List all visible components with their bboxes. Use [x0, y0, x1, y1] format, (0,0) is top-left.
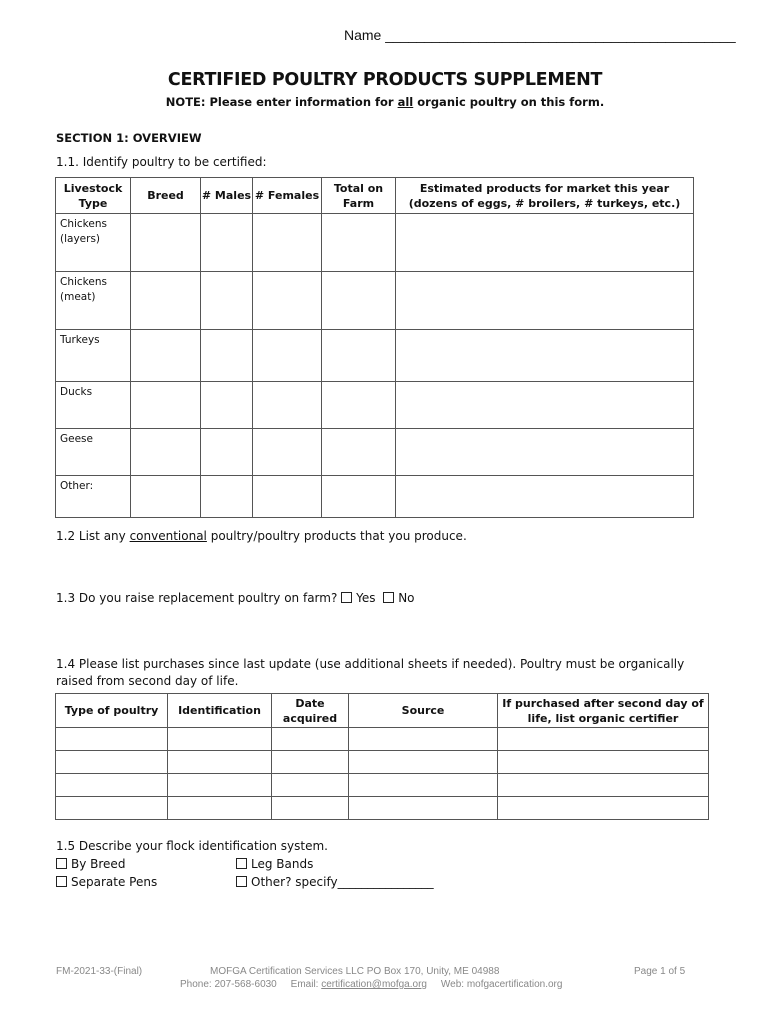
- option-separate-pens[interactable]: Separate Pens: [56, 875, 157, 889]
- org-address: MOFGA Certification Services LLC PO Box 170, Unity, ME 04988: [210, 966, 500, 977]
- row-label: Ducks: [56, 382, 131, 429]
- table-row: [56, 382, 694, 429]
- row-label: Chickens (layers): [56, 214, 131, 272]
- question-1-3: 1.3 Do you raise replacement poultry on farm? Yes No: [56, 591, 415, 605]
- cell-input[interactable]: [349, 797, 498, 820]
- cell-input[interactable]: [56, 728, 168, 751]
- cell-input[interactable]: [253, 214, 322, 272]
- question-1-5: 1.5 Describe your flock identification system.: [56, 839, 328, 853]
- cell-input[interactable]: [396, 272, 694, 330]
- table-row: [56, 774, 709, 797]
- table-row: [56, 214, 694, 272]
- question-1-4: 1.4 Please list purchases since last update (use additional sheets if needed). Poultry must be organically raised from second day of life.: [56, 657, 685, 688]
- col-organic-certifier: If purchased after second day of life, list organic certifier: [498, 694, 709, 728]
- cell-input[interactable]: [396, 214, 694, 272]
- table-row: [56, 429, 694, 476]
- section-heading: SECTION 1: OVERVIEW: [56, 131, 202, 145]
- table-row: [56, 330, 694, 382]
- name-blank[interactable]: _____________________________________________: [385, 27, 736, 43]
- page-title: CERTIFIED POULTRY PRODUCTS SUPPLEMENT: [167, 70, 603, 90]
- table-row: [56, 476, 694, 518]
- cell-input[interactable]: [253, 429, 322, 476]
- name-label: Name: [344, 27, 382, 43]
- cell-input[interactable]: [168, 751, 272, 774]
- question-1-2: 1.2 List any conventional poultry/poultry products that you produce.: [56, 529, 467, 543]
- cell-input[interactable]: [131, 330, 201, 382]
- cell-input[interactable]: [56, 797, 168, 820]
- row-label: Other:: [56, 476, 131, 518]
- cell-input[interactable]: [396, 476, 694, 518]
- col-identification: Identification: [168, 694, 272, 728]
- col-type-of-poultry: Type of poultry: [56, 694, 168, 728]
- cell-input[interactable]: [56, 774, 168, 797]
- cell-input[interactable]: [253, 272, 322, 330]
- cell-input[interactable]: [168, 774, 272, 797]
- cell-input[interactable]: [349, 751, 498, 774]
- email-link[interactable]: certification@mofga.org: [321, 979, 427, 990]
- col-males: # Males: [201, 178, 253, 214]
- cell-input[interactable]: [272, 751, 349, 774]
- cell-input[interactable]: [131, 476, 201, 518]
- row-label: Chickens (meat): [56, 272, 131, 330]
- cell-input[interactable]: [349, 728, 498, 751]
- cell-input[interactable]: [168, 797, 272, 820]
- separate-pens-checkbox[interactable]: [56, 876, 67, 887]
- cell-input[interactable]: [201, 272, 253, 330]
- option-leg-bands[interactable]: Leg Bands: [236, 857, 313, 871]
- cell-input[interactable]: [396, 382, 694, 429]
- cell-input[interactable]: [131, 429, 201, 476]
- form-note: NOTE: Please enter information for all organic poultry on this form.: [165, 95, 605, 109]
- col-females: # Females: [253, 178, 322, 214]
- cell-input[interactable]: [253, 476, 322, 518]
- purchases-table: [55, 693, 709, 820]
- option-other[interactable]: Other? specify________________: [236, 875, 434, 889]
- cell-input[interactable]: [56, 751, 168, 774]
- col-livestock-type: Livestock Type: [56, 178, 131, 214]
- yes-label: Yes: [356, 591, 376, 605]
- cell-input[interactable]: [322, 382, 396, 429]
- poultry-table: [55, 177, 694, 518]
- by-breed-checkbox[interactable]: [56, 858, 67, 869]
- col-estimated-products: Estimated products for market this year (dozens of eggs, # broilers, # turkeys, etc.): [396, 178, 694, 214]
- cell-input[interactable]: [131, 214, 201, 272]
- row-label: Geese: [56, 429, 131, 476]
- leg-bands-checkbox[interactable]: [236, 858, 247, 869]
- table-row: [56, 797, 709, 820]
- option-by-breed[interactable]: By Breed: [56, 857, 125, 871]
- cell-input[interactable]: [201, 382, 253, 429]
- cell-input[interactable]: [396, 330, 694, 382]
- cell-input[interactable]: [498, 797, 709, 820]
- cell-input[interactable]: [131, 382, 201, 429]
- cell-input[interactable]: [253, 382, 322, 429]
- col-total: Total on Farm: [322, 178, 396, 214]
- cell-input[interactable]: [498, 728, 709, 751]
- cell-input[interactable]: [322, 330, 396, 382]
- name-field[interactable]: [344, 27, 736, 43]
- table-row: [56, 751, 709, 774]
- row-label: Turkeys: [56, 330, 131, 382]
- cell-input[interactable]: [201, 429, 253, 476]
- cell-input[interactable]: [201, 476, 253, 518]
- cell-input[interactable]: [396, 429, 694, 476]
- col-date-acquired: Date acquired: [272, 694, 349, 728]
- cell-input[interactable]: [498, 751, 709, 774]
- cell-input[interactable]: [322, 429, 396, 476]
- col-source: Source: [349, 694, 498, 728]
- cell-input[interactable]: [322, 476, 396, 518]
- cell-input[interactable]: [498, 774, 709, 797]
- table-row: [56, 728, 709, 751]
- cell-input[interactable]: [322, 272, 396, 330]
- cell-input[interactable]: [322, 214, 396, 272]
- table-row: [56, 272, 694, 330]
- cell-input[interactable]: [272, 774, 349, 797]
- yes-checkbox[interactable]: [341, 592, 352, 603]
- contact-info: Phone: 207-568-6030 Email: certification@mofga.org Web: mofgacertification.org: [180, 979, 563, 990]
- cell-input[interactable]: [272, 728, 349, 751]
- cell-input[interactable]: [349, 774, 498, 797]
- cell-input[interactable]: [272, 797, 349, 820]
- cell-input[interactable]: [201, 214, 253, 272]
- question-1-1: 1.1. Identify poultry to be certified:: [56, 155, 267, 169]
- no-label: No: [398, 591, 415, 605]
- page-number: Page 1 of 5: [634, 966, 686, 977]
- cell-input[interactable]: [131, 272, 201, 330]
- other-checkbox[interactable]: [236, 876, 247, 887]
- cell-input[interactable]: [201, 330, 253, 382]
- no-checkbox[interactable]: [383, 592, 394, 603]
- form-code: FM-2021-33-(Final): [56, 966, 143, 977]
- cell-input[interactable]: [253, 330, 322, 382]
- cell-input[interactable]: [168, 728, 272, 751]
- col-breed: Breed: [131, 178, 201, 214]
- other-specify-blank[interactable]: ________________: [337, 875, 434, 889]
